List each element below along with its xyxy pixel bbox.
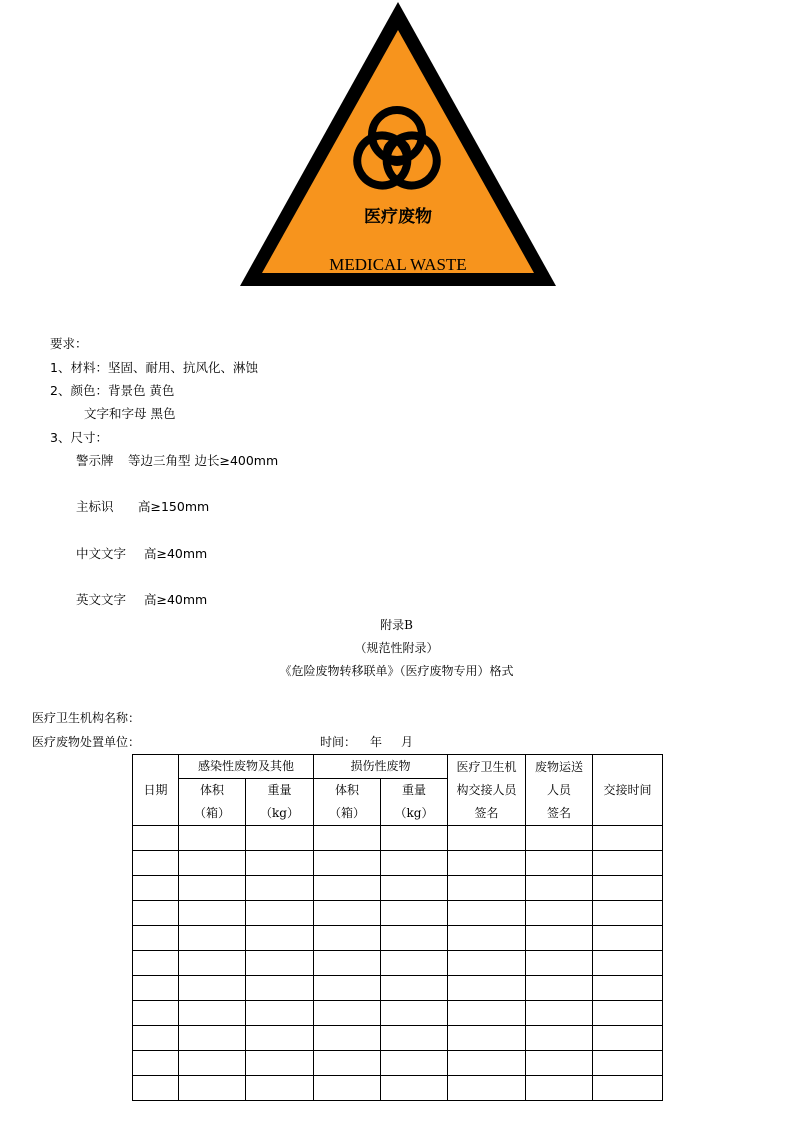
- header-institution-handover-signature: 医疗卫生机 构交接人员 签名: [448, 755, 526, 826]
- table-cell: [133, 901, 179, 926]
- sign-chinese-text: 医疗废物: [364, 207, 432, 227]
- table-row: [133, 876, 663, 901]
- table-cell: [381, 1076, 448, 1101]
- table-cell: [314, 851, 381, 876]
- table-cell: [179, 901, 246, 926]
- table-cell: [381, 826, 448, 851]
- header-sharps-volume: 体积 （箱）: [314, 779, 381, 826]
- table-cell: [448, 901, 526, 926]
- table-cell: [179, 1026, 246, 1051]
- year-label: 年: [370, 735, 383, 749]
- table-cell: [593, 1026, 663, 1051]
- table-cell: [133, 826, 179, 851]
- table-row: [133, 976, 663, 1001]
- table-cell: [526, 1001, 593, 1026]
- table-cell: [526, 876, 593, 901]
- header-date: 日期: [133, 755, 179, 826]
- appendix-subtitle: （规范性附录）: [354, 641, 439, 655]
- table-cell: [314, 926, 381, 951]
- table-cell: [526, 851, 593, 876]
- table-cell: [133, 876, 179, 901]
- table-cell: [314, 1001, 381, 1026]
- table-cell: [314, 976, 381, 1001]
- header-transport-signature: 废物运送 人员 签名: [526, 755, 593, 826]
- header-infectious-weight: 重量 （kg）: [246, 779, 314, 826]
- table-cell: [314, 826, 381, 851]
- table-cell: [314, 951, 381, 976]
- table-cell: [381, 876, 448, 901]
- table-cell: [314, 876, 381, 901]
- form-title: 《危险废物转移联单》（医疗废物专用）格式: [279, 664, 514, 678]
- table-row: [133, 826, 663, 851]
- table-row: [133, 926, 663, 951]
- table-row: [133, 901, 663, 926]
- size-chinese-text-value: 高≥40mm: [144, 546, 208, 561]
- table-cell: [133, 851, 179, 876]
- table-cell: [526, 1026, 593, 1051]
- header-sharps-weight: 重量 （kg）: [381, 779, 448, 826]
- table-cell: [179, 851, 246, 876]
- table-cell: [593, 976, 663, 1001]
- table-cell: [593, 926, 663, 951]
- table-cell: [246, 826, 314, 851]
- header-infectious-volume: 体积 （箱）: [179, 779, 246, 826]
- table-row: [133, 1001, 663, 1026]
- table-cell: [179, 976, 246, 1001]
- table-cell: [246, 926, 314, 951]
- table-cell: [448, 951, 526, 976]
- table-cell: [593, 901, 663, 926]
- table-cell: [526, 1076, 593, 1101]
- table-row: [133, 1026, 663, 1051]
- table-cell: [593, 851, 663, 876]
- table-cell: [381, 851, 448, 876]
- table-cell: [179, 826, 246, 851]
- table-cell: [593, 1051, 663, 1076]
- table-cell: [593, 876, 663, 901]
- table-cell: [246, 1001, 314, 1026]
- table-cell: [179, 876, 246, 901]
- requirement-color-text: 文字和字母 黑色: [84, 406, 176, 421]
- table-row: [133, 951, 663, 976]
- table-cell: [593, 1076, 663, 1101]
- table-cell: [448, 1026, 526, 1051]
- table-cell: [133, 976, 179, 1001]
- table-cell: [448, 1076, 526, 1101]
- table-cell: [133, 951, 179, 976]
- table-row: [133, 851, 663, 876]
- table-cell: [381, 951, 448, 976]
- table-cell: [448, 851, 526, 876]
- table-cell: [526, 901, 593, 926]
- sign-english-text: MEDICAL WASTE: [329, 255, 467, 274]
- table-cell: [593, 951, 663, 976]
- header-handover-time: 交接时间: [593, 755, 663, 826]
- disposal-unit-label: 医疗废物处置单位：: [32, 735, 141, 749]
- table-cell: [314, 1026, 381, 1051]
- requirement-material: 1、材料：坚固、耐用、抗风化、淋蚀: [50, 360, 258, 375]
- sign-background: [262, 30, 534, 273]
- requirement-color: 2、颜色：背景色 黄色: [50, 383, 175, 398]
- table-cell: [314, 1076, 381, 1101]
- table-cell: [526, 976, 593, 1001]
- table-cell: [246, 876, 314, 901]
- medical-waste-warning-sign: [238, 0, 558, 290]
- table-cell: [448, 1051, 526, 1076]
- table-cell: [381, 976, 448, 1001]
- institution-name-label: 医疗卫生机构名称：: [32, 711, 141, 725]
- size-english-text-value: 高≥40mm: [144, 592, 208, 607]
- table-cell: [448, 876, 526, 901]
- table-cell: [246, 1076, 314, 1101]
- table-body: [133, 826, 663, 1101]
- table-header-row: [133, 755, 663, 779]
- table-cell: [526, 1051, 593, 1076]
- time-label: 时间：: [320, 735, 357, 749]
- table-cell: [179, 1051, 246, 1076]
- requirements-heading: 要求：: [50, 336, 88, 351]
- table-cell: [246, 951, 314, 976]
- table-cell: [179, 1001, 246, 1026]
- table-cell: [179, 1076, 246, 1101]
- size-sign-value: 等边三角型 边长≥400mm: [128, 453, 279, 468]
- table-cell: [314, 1051, 381, 1076]
- table-cell: [448, 976, 526, 1001]
- table-cell: [381, 1026, 448, 1051]
- table-row: [133, 1051, 663, 1076]
- table-cell: [133, 1076, 179, 1101]
- appendix-title: 附录B: [380, 618, 413, 632]
- requirement-size: 3、尺寸：: [50, 430, 108, 445]
- month-label: 月: [401, 735, 414, 749]
- size-english-text-label: 英文文字: [76, 592, 127, 607]
- table-cell: [246, 851, 314, 876]
- table-cell: [448, 1001, 526, 1026]
- size-main-mark-value: 高≥150mm: [138, 499, 210, 514]
- table-cell: [246, 1051, 314, 1076]
- size-chinese-text-label: 中文文字: [76, 546, 127, 561]
- table-cell: [246, 976, 314, 1001]
- size-sign-label: 警示牌: [76, 453, 114, 468]
- transfer-form-table: [132, 754, 663, 1101]
- table-cell: [381, 1001, 448, 1026]
- table-cell: [381, 901, 448, 926]
- header-infectious-waste: 感染性废物及其他: [179, 755, 314, 779]
- header-sharps-waste: 损伤性废物: [314, 755, 448, 779]
- table-cell: [314, 901, 381, 926]
- table-cell: [593, 1001, 663, 1026]
- size-main-mark-label: 主标识: [76, 499, 114, 514]
- table-cell: [448, 926, 526, 951]
- table-cell: [593, 826, 663, 851]
- table-cell: [133, 1001, 179, 1026]
- table-row: [133, 1076, 663, 1101]
- table-cell: [246, 1026, 314, 1051]
- table-cell: [133, 926, 179, 951]
- table-cell: [381, 1051, 448, 1076]
- table-cell: [448, 826, 526, 851]
- table-cell: [179, 951, 246, 976]
- table-cell: [133, 1051, 179, 1076]
- table-cell: [526, 926, 593, 951]
- table-cell: [246, 901, 314, 926]
- table-cell: [526, 951, 593, 976]
- table-cell: [526, 826, 593, 851]
- table-cell: [133, 1026, 179, 1051]
- table-cell: [179, 926, 246, 951]
- table-cell: [381, 926, 448, 951]
